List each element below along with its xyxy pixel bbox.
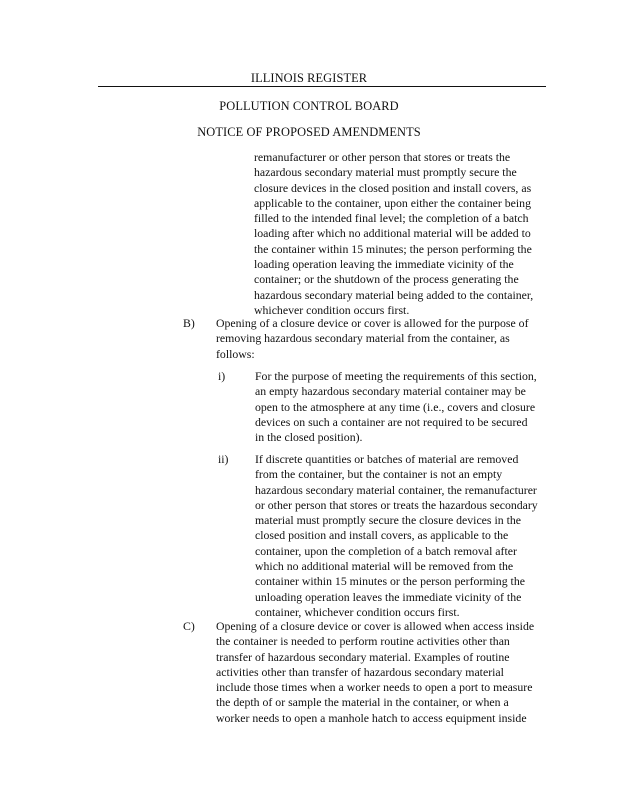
text-line: material must promptly secure the closure devices in the bbox=[255, 513, 522, 528]
text-line: hazardous secondary material container, the remanufacturer bbox=[255, 482, 537, 497]
text-line: an empty hazardous secondary material container may be bbox=[255, 384, 526, 399]
text-line: hazardous secondary material being added to the container, bbox=[254, 287, 534, 302]
item-i-label: i) bbox=[218, 369, 226, 383]
text-line: include those times when a worker needs to open a port to measure bbox=[216, 680, 533, 695]
section-b-label: B) bbox=[183, 316, 195, 330]
text-line: removing hazardous secondary material from the container, as bbox=[216, 331, 510, 346]
text-line: in the closed position). bbox=[255, 430, 363, 445]
text-line: Opening of a closure device or cover is allowed for the purpose of bbox=[216, 316, 529, 330]
item-i-paragraph bbox=[255, 369, 537, 445]
text-line: from the container, but the container is not an empty bbox=[255, 467, 503, 482]
text-line: or other person that stores or treats the hazardous secondary bbox=[255, 497, 538, 512]
text-line: closed position and install covers, as applicable to the bbox=[255, 528, 509, 543]
text-line: remanufacturer or other person that stores or treats the bbox=[254, 150, 511, 164]
text-line: applicable to the container, upon either the container being bbox=[254, 195, 531, 210]
text-line: whichever condition occurs first. bbox=[254, 302, 410, 317]
text-line: filled to the intended final level; the completion of a batch bbox=[254, 211, 529, 226]
register-title: ILLINOIS REGISTER bbox=[250, 71, 368, 85]
text-line: container, whichever condition occurs first. bbox=[255, 604, 460, 619]
text-line: loading operation leaving the immediate vicinity of the bbox=[254, 257, 514, 272]
text-line: hazardous secondary material must promptly secure the bbox=[254, 165, 517, 180]
text-line: Opening of a closure device or cover is allowed when access inside bbox=[216, 619, 535, 633]
text-line: activities other than transfer of hazardous secondary material bbox=[216, 664, 504, 679]
text-line: unloading operation leaves the immediate vicinity of the bbox=[255, 589, 522, 604]
text-line: transfer of hazardous secondary material. Examples of routine bbox=[216, 649, 510, 664]
text-line: container, upon the completion of a batch removal after bbox=[255, 543, 517, 558]
item-ii-paragraph bbox=[255, 452, 538, 620]
text-line: the container within 15 minutes; the person performing the bbox=[254, 241, 532, 256]
text-line: worker needs to open a manhole hatch to access equipment inside bbox=[216, 710, 527, 725]
text-line: If discrete quantities or batches of material are removed bbox=[255, 452, 519, 466]
notice-title: NOTICE OF PROPOSED AMENDMENTS bbox=[197, 125, 421, 139]
text-line: open to the atmosphere at any time (i.e., covers and closure bbox=[255, 399, 536, 414]
text-line: which no additional material will be removed from the bbox=[255, 559, 514, 574]
text-line: devices on such a container are not required to be secured bbox=[255, 414, 528, 429]
section-b-paragraph bbox=[216, 316, 529, 362]
text-line: follows: bbox=[216, 346, 255, 361]
text-line: container; or the shutdown of the process generating the bbox=[254, 272, 519, 287]
text-line: loading after which no additional material will be added to bbox=[254, 226, 531, 241]
text-line: the container is needed to perform routine activities other than bbox=[216, 634, 510, 649]
board-title: POLLUTION CONTROL BOARD bbox=[219, 99, 399, 113]
continuation-paragraph bbox=[254, 150, 533, 318]
item-ii-label: ii) bbox=[218, 452, 229, 466]
text-line: the depth of or sample the material in the container, or when a bbox=[216, 695, 509, 710]
header-rule bbox=[98, 86, 546, 87]
text-line: For the purpose of meeting the requirements of this section, bbox=[255, 369, 537, 383]
text-line: container within 15 minutes or the person performing the bbox=[255, 574, 525, 589]
text-line: closure devices in the closed position and install covers, as bbox=[254, 180, 532, 195]
section-c-paragraph bbox=[216, 619, 534, 726]
section-c-label: C) bbox=[183, 619, 195, 633]
